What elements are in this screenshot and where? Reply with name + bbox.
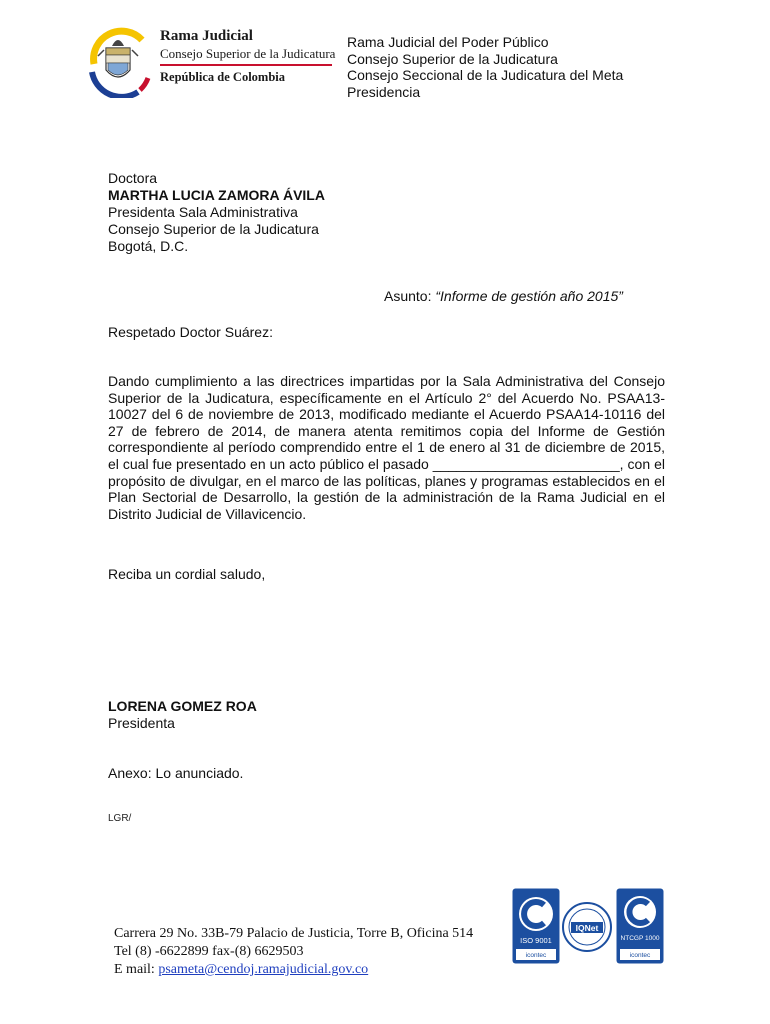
salutation: Respetado Doctor Suárez: <box>108 324 273 340</box>
header-line: Presidencia <box>347 83 421 100</box>
recipient-block <box>108 170 325 255</box>
signature-block <box>108 698 257 732</box>
logo-line1: Rama Judicial <box>160 28 253 44</box>
icontec-label: icontec <box>525 952 547 959</box>
logo-text <box>160 28 340 85</box>
colombia-shield-icon <box>82 26 158 98</box>
recipient-title: Doctora <box>108 170 158 186</box>
iqnet-cert-icon <box>562 902 612 952</box>
iso-label: ISO 9001 <box>520 936 552 945</box>
recipient-institution: Consejo Superior de la Judicatura <box>108 221 319 237</box>
header-line: Consejo Seccional de la Judicatura del Meta <box>347 67 624 83</box>
recipient-city: Bogotá, D.C. <box>108 238 189 254</box>
iso-9001-cert-icon <box>512 888 560 964</box>
subject-label: Asunto: <box>384 288 432 304</box>
signer-position: Presidenta <box>108 715 175 731</box>
ntcgp-1000-cert-icon <box>616 888 664 964</box>
footer-email-link[interactable]: psameta@cendoj.ramajudicial.gov.co <box>158 962 369 977</box>
logo-line3: República de Colombia <box>160 70 286 84</box>
letterhead-header <box>347 34 623 100</box>
footer-email-label: E mail: <box>114 962 159 977</box>
logo-line2: Consejo Superior de la Judicatura <box>160 46 336 61</box>
signer-name: LORENA GOMEZ ROA <box>108 698 257 714</box>
subject-value: “Informe de gestión año 2015” <box>435 288 623 304</box>
iqnet-label: IQNet <box>575 923 599 933</box>
footer-contact <box>114 925 473 979</box>
annex-note: Anexo: Lo anunciado. <box>108 765 244 781</box>
recipient-name: MARTHA LUCIA ZAMORA ÁVILA <box>108 187 325 203</box>
footer-email-line <box>114 961 473 979</box>
footer-address: Carrera 29 No. 33B-79 Palacio de Justicia, Torre B, Oficina 514 <box>114 926 474 941</box>
author-initials: LGR/ <box>108 813 132 824</box>
logo-divider <box>160 64 332 66</box>
ntcgp-label: NTCGP 1000 <box>620 935 660 942</box>
closing: Reciba un cordial saludo, <box>108 566 266 582</box>
subject-line <box>384 288 623 304</box>
icontec-label: icontec <box>629 952 651 959</box>
letter-body: Dando cumplimiento a las directrices impartidas por la Sala Administrativa del Consejo Superior de la Judicatura, específicamente en el Artículo 2° del Acuerdo No. PSAA13-10027 del 6 de noviembre de 2013, modificado mediante el Acuerdo PSAA14-10116 del 27 de febrero de 2014, de manera atenta remitimos copia del Informe de Gestión correspondiente al período comprendido entre el 1 de enero al 31 de diciembre de 2015, el cual fue presentado en un acto público el pasado ________________________, con el propósito de divulgar, en el marco de las políticas, planes y programas establecidos en el Plan Sectorial de Desarrollo, la gestión de la administración de la Rama Judicial en el Distrito Judicial de Villavicencio. <box>108 373 665 522</box>
header-line: Consejo Superior de la Judicatura <box>347 50 558 67</box>
footer-phone: Tel (8) -6622899 fax-(8) 6629503 <box>114 944 304 959</box>
header-line: Rama Judicial del Poder Público <box>347 34 549 50</box>
recipient-position: Presidenta Sala Administrativa <box>108 204 298 220</box>
rama-judicial-logo <box>82 26 337 98</box>
